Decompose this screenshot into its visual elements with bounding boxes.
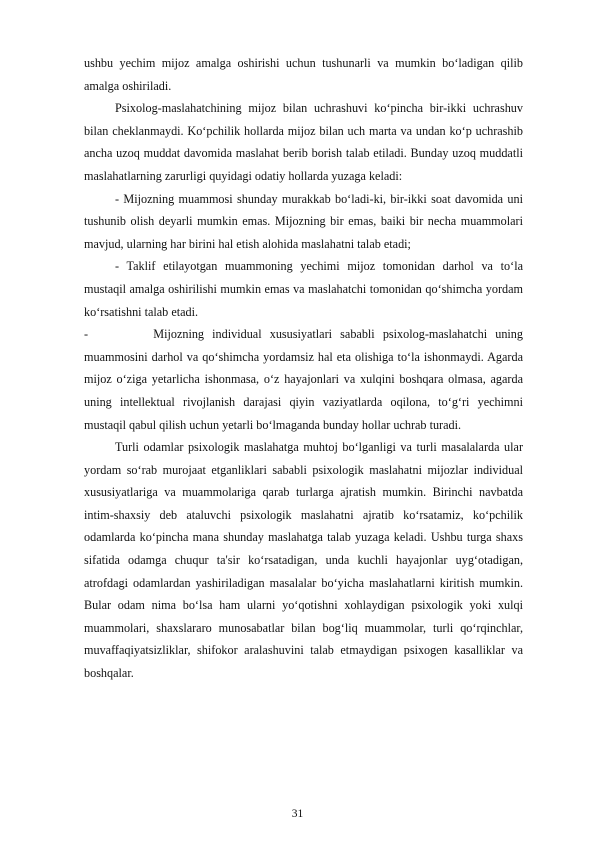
list-item-solution-support: - Taklif etilayotgan muammoning yechimi mijoz tomonidan darhol va to‘la mustaqil amalga oshirilishi mumkin emas va maslahatchi tomonidan qo‘shimcha yordam ko‘rsatishni talab etadi. [84, 259, 523, 319]
page-number: 31 [291, 808, 304, 820]
list-item-individual-traits: - Mijozning individual xususiyatlari sababli psixolog-maslahatchi uning muammosini darhol va qo‘shimcha yordamsiz hal eta olishiga to‘la ishonmaydi. Agarda mijoz o‘ziga yetarlicha ishonmasa, o‘z hayajonlari va xulqini boshqara olmasa, agarda uning intellektual rivojlanish darajasi qiyin vaziyatlarda oqilona, to‘g‘ri yechimni mustaqil qabul qilish uchun yetarli bo‘lmaganda bunday hollar uchrab turadi. [84, 327, 527, 432]
paragraph-counseling-types: Turli odamlar psixologik maslahatga muhtoj bo‘lganligi va turli masalalarda ular yordam so‘rab murojaat etganliklari sababli psixologik maslahatni mijozlar individual xususiyatlariga va muammolariga qarab turlarga ajratish mumkin. Birinchi navbatda intim-shaxsiy deb ataluvchi psixologik maslahatni ajratib ko‘rsatamiz, ko‘pchilik odamlarda ko‘pincha mana shunday maslahatga talab yuzaga keladi. Ushbu turga shaxs sifatida odamga chuqur ta'sir ko‘rsatadigan, unda kuchli hayajonlar uyg‘otadigan, atrofdagi odamlardan yashiriladigan masalalar bo‘yicha maslahatlarni kiritish mumkin. Bular odam nima bo‘lsa ham ularni yo‘qotishni xohlaydigan psixologik yoki xulqi muammolari, shaxslararo munosabatlar bilan bog‘liq muammolar, turli qo‘rqinchlar, muvaffaqiyatsizliklar, shifokor aralashuvini talab etmaydigan psixogen kasalliklar va boshqalar. [84, 440, 523, 681]
list-item-complex-problem: - Mijozning muammosi shunday murakkab bo‘ladi-ki, bir-ikki soat davomida uni tushunib olish deyarli mumkin emas. Mijozning bir emas, baiki bir necha muammolari mavjud, ularning har birini hal etish alohida maslahatni talab etadi; [84, 191, 523, 251]
paragraph-long-term-counseling: Psixolog-maslahatchining mijoz bilan uchrashuvi ko‘pincha bir-ikki uchrashuv bilan cheklanmaydi. Ko‘pchilik hollarda mijoz bilan uch marta va undan ko‘p uchrashib ancha uzoq muddat davomida maslahat berib borish talab etiladi. Bunday uzoq muddatli maslahatlarning zarurligi quyidagi odatiy hollarda yuzaga keladi: [84, 101, 523, 183]
paragraph-continuation: ushbu yechim mijoz amalga oshirishi uchun tushunarli va mumkin bo‘ladigan qilib amalga oshiriladi. [84, 56, 523, 93]
document-body [84, 52, 527, 685]
